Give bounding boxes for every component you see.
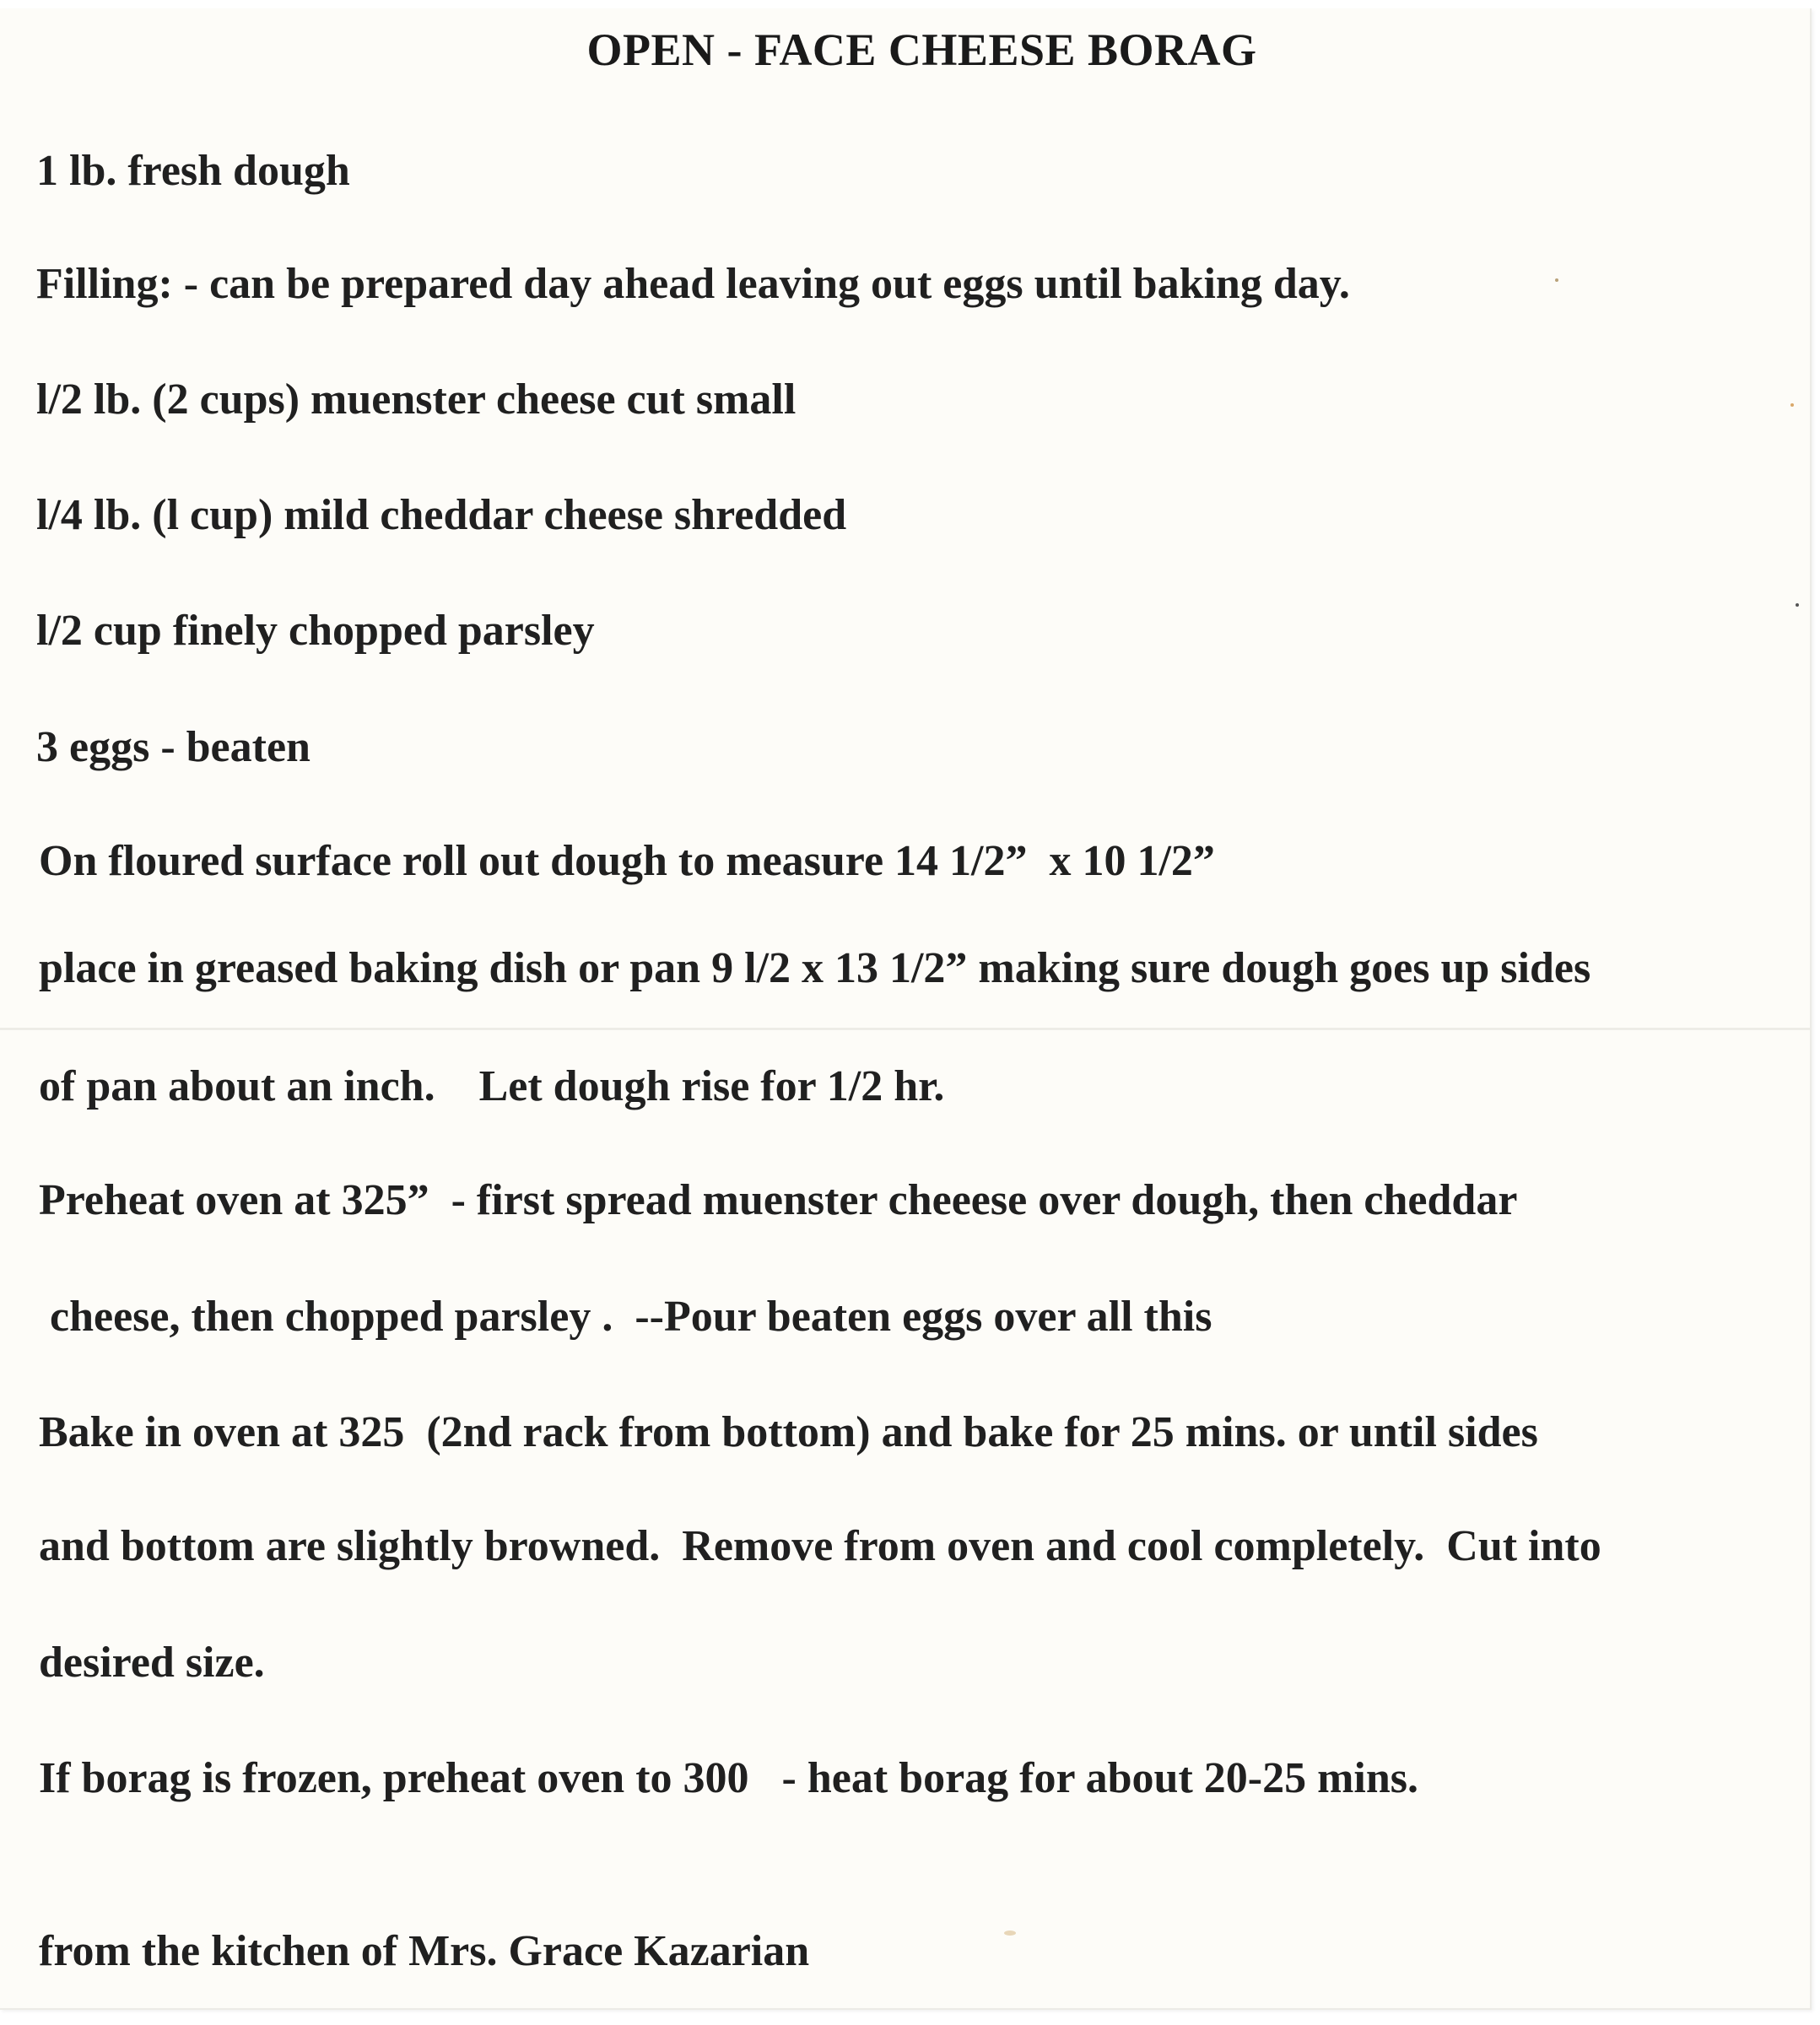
recipe-attribution: from the kitchen of Mrs. Grace Kazarian (39, 1927, 810, 1975)
instruction-cool: and bottom are slightly browned. Remove from oven and cool completely. Cut into (39, 1522, 1601, 1570)
instruction-place-in-pan: place in greased baking dish or pan 9 l/2 x 13 1/2” making sure dough goes up sides (39, 944, 1591, 992)
instruction-frozen: If borag is frozen, preheat oven to 300 - heat borag for about 20-25 mins. (39, 1754, 1419, 1802)
instruction-preheat: Preheat oven at 325” - first spread muenster cheeese over dough, then cheddar (39, 1176, 1518, 1224)
instruction-bake: Bake in oven at 325 (2nd rack from bottom) and bake for 25 mins. or until sides (39, 1408, 1538, 1456)
instruction-cut: desired size. (39, 1639, 265, 1687)
paper-fold-crease (0, 1028, 1810, 1030)
ingredient-muenster: l/2 lb. (2 cups) muenster cheese cut small (36, 375, 797, 424)
paper-speck (1790, 403, 1794, 407)
paper-speck (1555, 278, 1558, 282)
instruction-layers: cheese, then chopped parsley . --Pour beaten eggs over all this (39, 1293, 1212, 1341)
ingredient-dough: 1 lb. fresh dough (36, 147, 350, 195)
ingredient-eggs: 3 eggs - beaten (36, 723, 311, 771)
ingredient-cheddar: l/4 lb. (l cup) mild cheddar cheese shredded (36, 491, 847, 539)
paper-speck (1004, 1930, 1016, 1936)
recipe-paper (0, 8, 1812, 2010)
instruction-roll-dough: On floured surface roll out dough to measure 14 1/2” x 10 1/2” (39, 837, 1215, 885)
instruction-rise: of pan about an inch. Let dough rise for 1/2 hr. (39, 1062, 945, 1110)
paper-speck (1796, 603, 1799, 607)
filling-note: Filling: - can be prepared day ahead leaving out eggs until baking day. (36, 260, 1350, 308)
ingredient-parsley: l/2 cup finely chopped parsley (36, 607, 595, 655)
recipe-title: OPEN - FACE CHEESE BORAG (586, 24, 1257, 75)
